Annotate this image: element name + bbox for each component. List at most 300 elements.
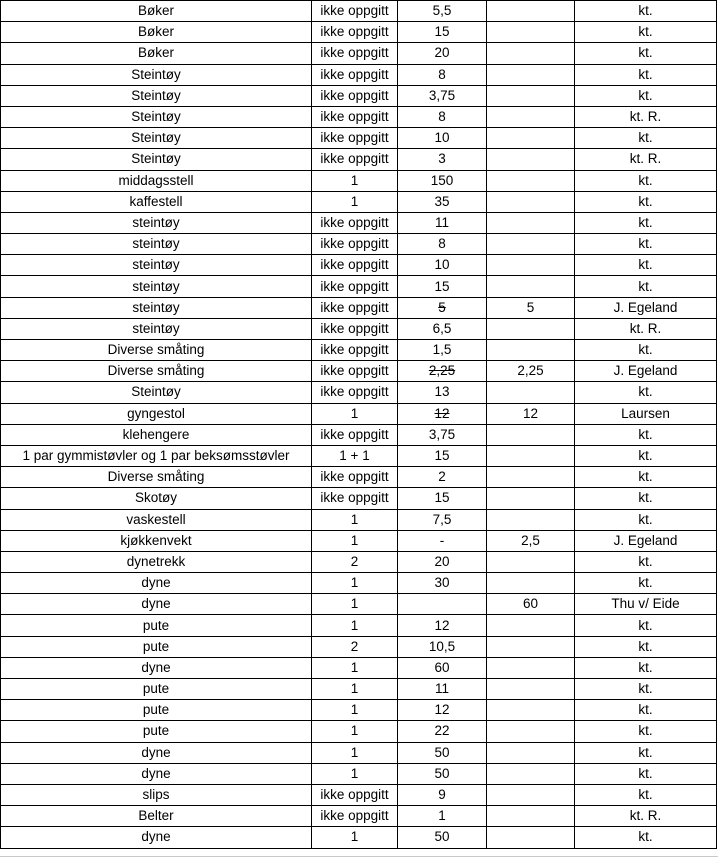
page-bottom-divider [0,856,718,857]
paid-cell [487,573,575,594]
table-row [1,551,717,572]
item-cell [1,64,312,85]
quantity-cell [312,234,398,255]
item-cell-text: Steintøy [131,87,181,103]
price-cell [398,318,487,339]
price-cell-text: 10,5 [428,638,456,654]
quantity-cell [312,636,398,657]
price-cell-text: 22 [434,723,450,739]
buyer-cell [575,340,717,361]
buyer-cell-text: kt. [638,24,653,40]
buyer-cell-text: kt. [638,723,653,739]
buyer-cell [575,784,717,805]
item-cell-text: Skotøy [134,490,177,506]
price-cell [398,551,487,572]
price-cell-text: - [439,532,445,548]
item-cell [1,763,312,784]
item-cell [1,149,312,170]
quantity-cell-text: ikke oppgitt [320,3,389,19]
item-cell-text: Diverse småting [107,342,205,358]
quantity-cell [312,467,398,488]
buyer-cell [575,530,717,551]
paid-cell [487,297,575,318]
quantity-cell-text: 1 [350,765,359,781]
price-cell-text: 150 [430,172,454,188]
item-cell [1,615,312,636]
paid-cell [487,382,575,403]
paid-cell [487,318,575,339]
price-cell-text: 11 [434,214,449,230]
quantity-cell-text: 1 [350,596,359,612]
paid-cell [487,615,575,636]
price-cell-text: 5 [438,299,446,315]
price-cell [398,445,487,466]
price-cell-text: 3 [438,151,446,167]
buyer-cell [575,191,717,212]
buyer-cell-text: kt. [638,45,653,61]
item-cell-text: Diverse småting [107,469,205,485]
quantity-cell-text: ikke oppgitt [320,130,389,146]
buyer-cell-text: kt. [638,214,653,230]
paid-cell [487,106,575,127]
quantity-cell-text: ikke oppgitt [320,66,389,82]
price-cell [398,615,487,636]
buyer-cell-text: kt. [638,384,653,400]
buyer-cell-text: kt. [638,257,653,273]
paid-cell [487,64,575,85]
paid-cell [487,488,575,509]
table-row [1,594,717,615]
item-cell-text: Steintøy [131,109,181,125]
price-cell [398,784,487,805]
buyer-cell [575,424,717,445]
price-cell [398,488,487,509]
buyer-cell-text: kt. [638,236,653,252]
item-cell [1,1,312,22]
table-row [1,297,717,318]
quantity-cell [312,43,398,64]
item-cell [1,340,312,361]
table-row [1,424,717,445]
price-cell-text: 6,5 [432,320,452,336]
item-cell [1,255,312,276]
buyer-cell [575,318,717,339]
buyer-cell-text: kt. [638,787,653,803]
buyer-cell [575,297,717,318]
quantity-cell-text: 1 [350,405,359,421]
ledger-body [1,1,717,849]
item-cell-text: pute [142,723,170,739]
price-cell-text: 15 [434,490,450,506]
quantity-cell [312,170,398,191]
buyer-cell-text: kt. [638,553,653,569]
quantity-cell [312,424,398,445]
item-cell-text: klehengere [122,426,190,442]
table-row [1,318,717,339]
quantity-cell [312,255,398,276]
price-cell [398,128,487,149]
paid-cell [487,128,575,149]
price-cell-text: 50 [434,744,450,760]
item-cell [1,106,312,127]
buyer-cell-text: kt. [638,702,653,718]
buyer-cell [575,806,717,827]
price-cell-text: 3,75 [428,426,456,442]
price-cell-text: 20 [434,553,450,569]
price-cell-text: 60 [434,659,450,675]
quantity-cell-text: ikke oppgitt [320,151,389,167]
price-cell-text: 50 [434,829,450,845]
quantity-cell-text: ikke oppgitt [320,214,389,230]
buyer-cell [575,657,717,678]
table-row [1,1,717,22]
price-cell-text: 1,5 [432,342,452,358]
price-cell-text: 10 [434,257,450,273]
price-cell [398,594,487,615]
price-cell [398,382,487,403]
buyer-cell-text: kt. [638,66,653,82]
quantity-cell-text: ikke oppgitt [320,363,389,379]
item-cell-text: pute [142,617,170,633]
buyer-cell [575,382,717,403]
item-cell-text: steintøy [132,278,180,294]
paid-cell [487,85,575,106]
buyer-cell-text: kt. [638,87,653,103]
table-row [1,170,717,191]
item-cell [1,170,312,191]
buyer-cell [575,509,717,530]
item-cell [1,403,312,424]
quantity-cell [312,509,398,530]
price-cell-text: 12 [434,405,450,421]
price-cell [398,530,487,551]
paid-cell [487,340,575,361]
price-cell [398,149,487,170]
price-cell [398,297,487,318]
table-row [1,636,717,657]
paid-cell [487,170,575,191]
price-cell-text: 2 [438,469,446,485]
price-cell [398,700,487,721]
buyer-cell-text: J. Egeland [613,299,678,315]
price-cell [398,1,487,22]
price-cell [398,636,487,657]
buyer-cell [575,149,717,170]
paid-cell-text: 60 [522,596,539,612]
paid-cell [487,43,575,64]
item-cell-text: gyngestol [127,405,185,421]
item-cell [1,721,312,742]
price-cell-text: 9 [438,787,446,803]
quantity-cell [312,85,398,106]
price-cell [398,467,487,488]
item-cell [1,784,312,805]
buyer-cell-text: kt. R. [629,151,662,167]
quantity-cell [312,594,398,615]
quantity-cell [312,784,398,805]
item-cell [1,594,312,615]
buyer-cell [575,128,717,149]
quantity-cell [312,128,398,149]
table-row [1,657,717,678]
price-cell [398,424,487,445]
item-cell-text: Diverse småting [107,363,205,379]
price-cell-text: 30 [434,575,450,591]
paid-cell [487,657,575,678]
quantity-cell-text: 1 [350,193,359,209]
price-cell-text: 3,75 [428,87,456,103]
paid-cell [487,636,575,657]
price-cell [398,657,487,678]
item-cell [1,85,312,106]
quantity-cell [312,64,398,85]
item-cell-text: vaskestell [126,511,186,527]
quantity-cell [312,361,398,382]
buyer-cell [575,170,717,191]
item-cell-text: dyne [141,744,171,760]
item-cell [1,742,312,763]
table-row [1,191,717,212]
price-cell [398,806,487,827]
price-cell-text: 10 [434,130,450,146]
paid-cell [487,424,575,445]
price-cell [398,43,487,64]
item-cell [1,382,312,403]
table-row [1,85,717,106]
quantity-cell-text: 2 [350,553,359,569]
item-cell-text: Belter [138,808,174,824]
table-row [1,806,717,827]
paid-cell [487,361,575,382]
buyer-cell [575,43,717,64]
table-row [1,361,717,382]
item-cell-text: dyne [141,596,171,612]
quantity-cell-text: ikke oppgitt [320,236,389,252]
table-row [1,403,717,424]
quantity-cell-text: 1 [350,744,359,760]
quantity-cell-text: 1 [350,829,359,845]
item-cell-text: pute [142,681,170,697]
quantity-cell-text: 1 [350,617,359,633]
item-cell-text: dynetrekk [126,553,186,569]
buyer-cell [575,679,717,700]
buyer-cell [575,22,717,43]
price-cell-text: 15 [434,24,450,40]
price-cell [398,276,487,297]
price-cell-text: 13 [434,384,450,400]
quantity-cell-text: ikke oppgitt [320,45,389,61]
buyer-cell [575,488,717,509]
paid-cell [487,445,575,466]
item-cell-text: pute [142,638,170,654]
price-cell [398,827,487,848]
quantity-cell-text: ikke oppgitt [320,278,389,294]
buyer-cell [575,106,717,127]
table-row [1,827,717,848]
buyer-cell-text: kt. [638,3,653,19]
quantity-cell-text: 1 [350,511,359,527]
paid-cell [487,530,575,551]
buyer-cell-text: kt. [638,765,653,781]
buyer-cell [575,276,717,297]
quantity-cell [312,827,398,848]
price-cell [398,679,487,700]
buyer-cell-text: Thu v/ Eide [611,596,680,612]
quantity-cell-text: ikke oppgitt [320,257,389,273]
price-cell-text: 2,25 [428,363,456,379]
buyer-cell-text: kt. [638,172,653,188]
table-row [1,276,717,297]
buyer-cell-text: kt. [638,511,653,527]
table-row [1,22,717,43]
price-cell-text: 50 [434,765,450,781]
table-row [1,64,717,85]
buyer-cell-text: Laursen [621,405,670,421]
buyer-cell-text: kt. [638,469,653,485]
paid-cell [487,255,575,276]
buyer-cell [575,721,717,742]
quantity-cell-text: 1 [350,681,359,697]
quantity-cell [312,488,398,509]
quantity-cell [312,721,398,742]
quantity-cell-text: ikke oppgitt [320,87,389,103]
buyer-cell-text: kt. [638,426,653,442]
price-cell-text: 20 [434,45,450,61]
buyer-cell [575,445,717,466]
item-cell [1,445,312,466]
buyer-cell-text: kt. [638,193,653,209]
price-cell [398,85,487,106]
buyer-cell-text: kt. [638,130,653,146]
table-row [1,340,717,361]
price-cell-text: 15 [434,448,450,464]
table-row [1,149,717,170]
buyer-cell [575,827,717,848]
item-cell [1,318,312,339]
paid-cell [487,679,575,700]
price-cell-text: 8 [438,109,446,125]
quantity-cell-text: ikke oppgitt [320,342,389,358]
table-row [1,763,717,784]
paid-cell [487,700,575,721]
quantity-cell-text: 1 [350,702,359,718]
price-cell [398,361,487,382]
buyer-cell [575,85,717,106]
buyer-cell [575,255,717,276]
quantity-cell-text: ikke oppgitt [320,299,389,315]
table-row [1,784,717,805]
item-cell [1,573,312,594]
item-cell-text: kaffestell [129,193,183,209]
price-cell [398,403,487,424]
buyer-cell-text: kt. [638,278,653,294]
quantity-cell-text: ikke oppgitt [320,469,389,485]
table-row [1,467,717,488]
quantity-cell [312,1,398,22]
item-cell [1,234,312,255]
item-cell-text: Bøker [137,45,174,61]
price-cell [398,763,487,784]
item-cell-text: slips [142,787,170,803]
item-cell-text: dyne [141,659,171,675]
buyer-cell [575,212,717,233]
item-cell [1,509,312,530]
quantity-cell [312,318,398,339]
item-cell [1,679,312,700]
item-cell-text: Steintøy [131,130,181,146]
quantity-cell [312,403,398,424]
table-row [1,700,717,721]
table-row [1,128,717,149]
quantity-cell [312,149,398,170]
item-cell [1,551,312,572]
table-row [1,255,717,276]
buyer-cell-text: kt. [638,490,653,506]
price-cell-text: 12 [434,617,450,633]
item-cell [1,657,312,678]
item-cell-text: Bøker [137,24,174,40]
quantity-cell-text: ikke oppgitt [320,426,389,442]
paid-cell [487,212,575,233]
buyer-cell-text: kt. [638,659,653,675]
quantity-cell [312,573,398,594]
quantity-cell-text: ikke oppgitt [320,808,389,824]
item-cell-text: 1 par gymmistøvler og 1 par beksømsstøvler [22,448,290,464]
price-cell-text: 12 [434,702,450,718]
buyer-cell [575,467,717,488]
item-cell [1,467,312,488]
item-cell-text: dyne [141,829,171,845]
quantity-cell-text: 1 [350,532,359,548]
paid-cell [487,784,575,805]
price-cell [398,106,487,127]
item-cell-text: steintøy [132,214,180,230]
price-cell [398,170,487,191]
quantity-cell [312,763,398,784]
quantity-cell [312,551,398,572]
table-row [1,106,717,127]
item-cell [1,361,312,382]
quantity-cell-text: 1 [350,172,359,188]
price-cell-text: 7,5 [432,511,452,527]
price-cell [398,573,487,594]
quantity-cell [312,382,398,403]
paid-cell-text: 12 [522,405,539,421]
item-cell [1,297,312,318]
item-cell [1,191,312,212]
buyer-cell [575,636,717,657]
quantity-cell-text: ikke oppgitt [320,24,389,40]
paid-cell [487,594,575,615]
item-cell [1,636,312,657]
quantity-cell-text: 1 [350,659,359,675]
buyer-cell [575,1,717,22]
price-cell [398,742,487,763]
item-cell [1,22,312,43]
price-cell-text: 1 [438,808,446,824]
quantity-cell-text: ikke oppgitt [320,384,389,400]
buyer-cell [575,742,717,763]
buyer-cell-text: kt. [638,829,653,845]
item-cell-text: pute [142,702,170,718]
paid-cell [487,742,575,763]
table-row [1,742,717,763]
quantity-cell-text: 1 [350,575,359,591]
buyer-cell-text: J. Egeland [613,532,678,548]
buyer-cell-text: kt. [638,575,653,591]
table-row [1,212,717,233]
buyer-cell [575,573,717,594]
